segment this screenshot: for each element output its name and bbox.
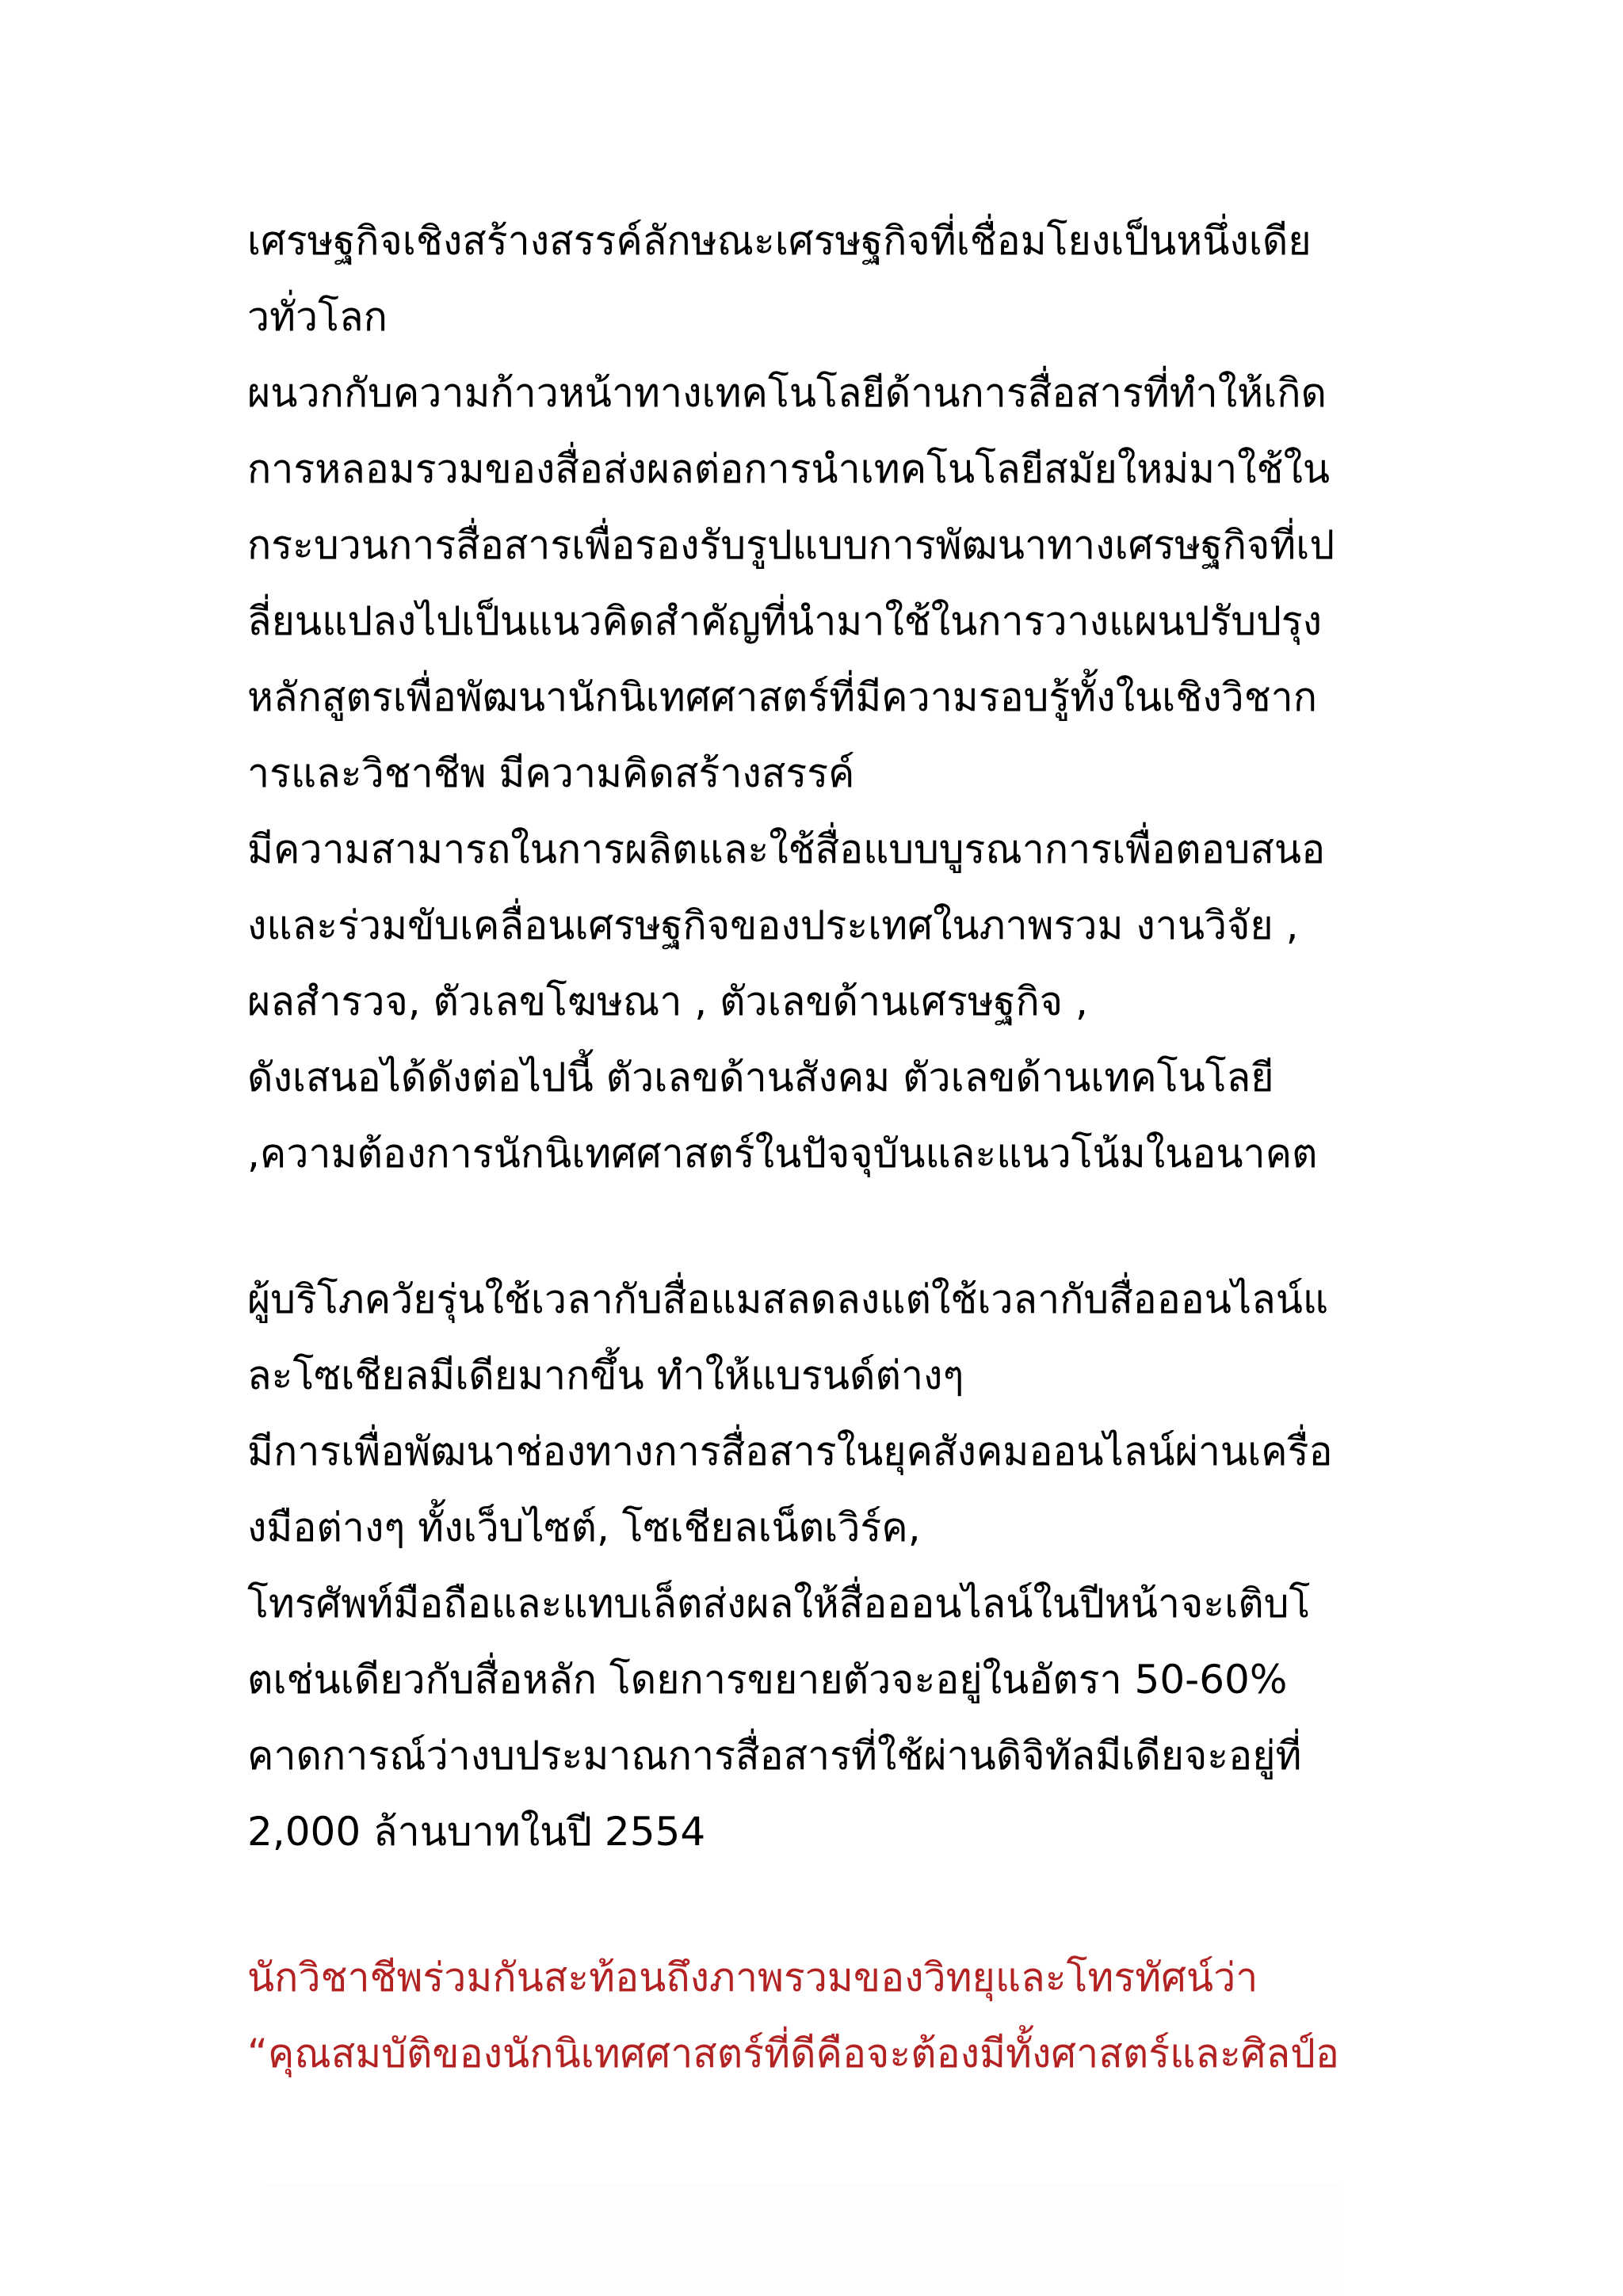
paragraph1-line-6: ลี่ยนแปลงไปเป็นแนวคิดสำคัญที่นำมาใช้ในการวางแผนปรับปรุง <box>247 598 1323 644</box>
faint-background-area <box>262 2183 1339 2296</box>
paragraph1-line-10: งและร่วมขับเคลื่อนเศรษฐกิจของประเทศในภาพรวม งานวิจัย , <box>247 902 1299 948</box>
paragraph1-line-7: หลักสูตรเพื่อพัฒนานักนิเทศศาสตร์ที่มีความรอบรู้ทั้งในเชิงวิชาก <box>247 674 1317 720</box>
paragraph3-line-1: นักวิชาชีพร่วมกันสะท้อนถึงภาพรวมของวิทยุและโทรทัศน์ว่า <box>247 1955 1258 2000</box>
paragraph1-line-5: กระบวนการสื่อสารเพื่อรองรับรูปแบบการพัฒนาทางเศรษฐกิจที่เป <box>247 522 1335 568</box>
paragraph2-line-8: 2,000 ล้านบาทในปี 2554 <box>247 1809 706 1855</box>
paragraph2-line-1: ผู้บริโภควัยรุ่นใช้เวลากับสื่อแมสลดลงแต่ใช้เวลากับสื่อออนไลน์แ <box>247 1276 1329 1322</box>
paragraph1-line-11: ผลสำรวจ, ตัวเลขโฆษณา , ตัวเลขด้านเศรษฐกิจ , <box>247 978 1088 1024</box>
paragraph1-line-3: ผนวกกับความก้าวหน้าทางเทคโนโลยีด้านการสื่อสารที่ทำให้เกิด <box>247 370 1327 416</box>
paragraph1-line-12: ดังเสนอได้ดังต่อไปนี้ ตัวเลขด้านสังคม ตัวเลขด้านเทคโนโลยี <box>247 1055 1274 1100</box>
paragraph2-line-7: คาดการณ์ว่างบประมาณการสื่อสารที่ใช้ผ่านดิจิทัลมีเดียจะอยู่ที่ <box>247 1733 1302 1779</box>
paragraph1-line-8: ารและวิชาชีพ มีความคิดสร้างสรรค์ <box>247 750 855 796</box>
paragraph1-line-13: ,ความต้องการนักนิเทศศาสตร์ในปัจจุบันและแนวโน้มในอนาคต <box>247 1131 1318 1177</box>
document-body <box>247 0 1436 2296</box>
paragraph2-line-5: โทรศัพท์มือถือและแทบเล็ตส่งผลให้สื่อออนไลน์ในปีหน้าจะเติบโ <box>247 1581 1311 1627</box>
paragraph2-line-3: มีการเพื่อพัฒนาช่องทางการสื่อสารในยุคสังคมออนไลน์ผ่านเครื่อ <box>247 1428 1333 1474</box>
paragraph2-line-2: ละโซเชียลมีเดียมากขึ้น ทำให้แบรนด์ต่างๆ <box>247 1352 964 1398</box>
paragraph2-line-6: ตเช่นเดียวกับสื่อหลัก โดยการขยายตัวจะอยู่ในอัตรา 50-60% <box>247 1657 1288 1703</box>
paragraph3-line-2: “คุณสมบัติของนักนิเทศศาสตร์ที่ดีคือจะต้องมีทั้งศาสตร์และศิลป์อ <box>247 2031 1339 2077</box>
paragraph1-line-1: เศรษฐกิจเชิงสร้างสรรค์ลักษณะเศรษฐกิจที่เชื่อมโยงเป็นหนึ่งเดีย <box>247 218 1312 264</box>
paragraph1-line-2: วทั่วโลก <box>247 294 388 340</box>
paragraph1-line-9: มีความสามารถในการผลิตและใช้สื่อแบบบูรณาการเพื่อตอบสนอ <box>247 826 1326 872</box>
paragraph1-line-4: การหลอมรวมของสื่อส่งผลต่อการนำเทคโนโลยีสมัยใหม่มาใช้ใน <box>247 446 1331 492</box>
paragraph2-line-4: งมือต่างๆ ทั้งเว็บไซต์, โซเชียลเน็ตเวิร์ค, <box>247 1505 921 1550</box>
